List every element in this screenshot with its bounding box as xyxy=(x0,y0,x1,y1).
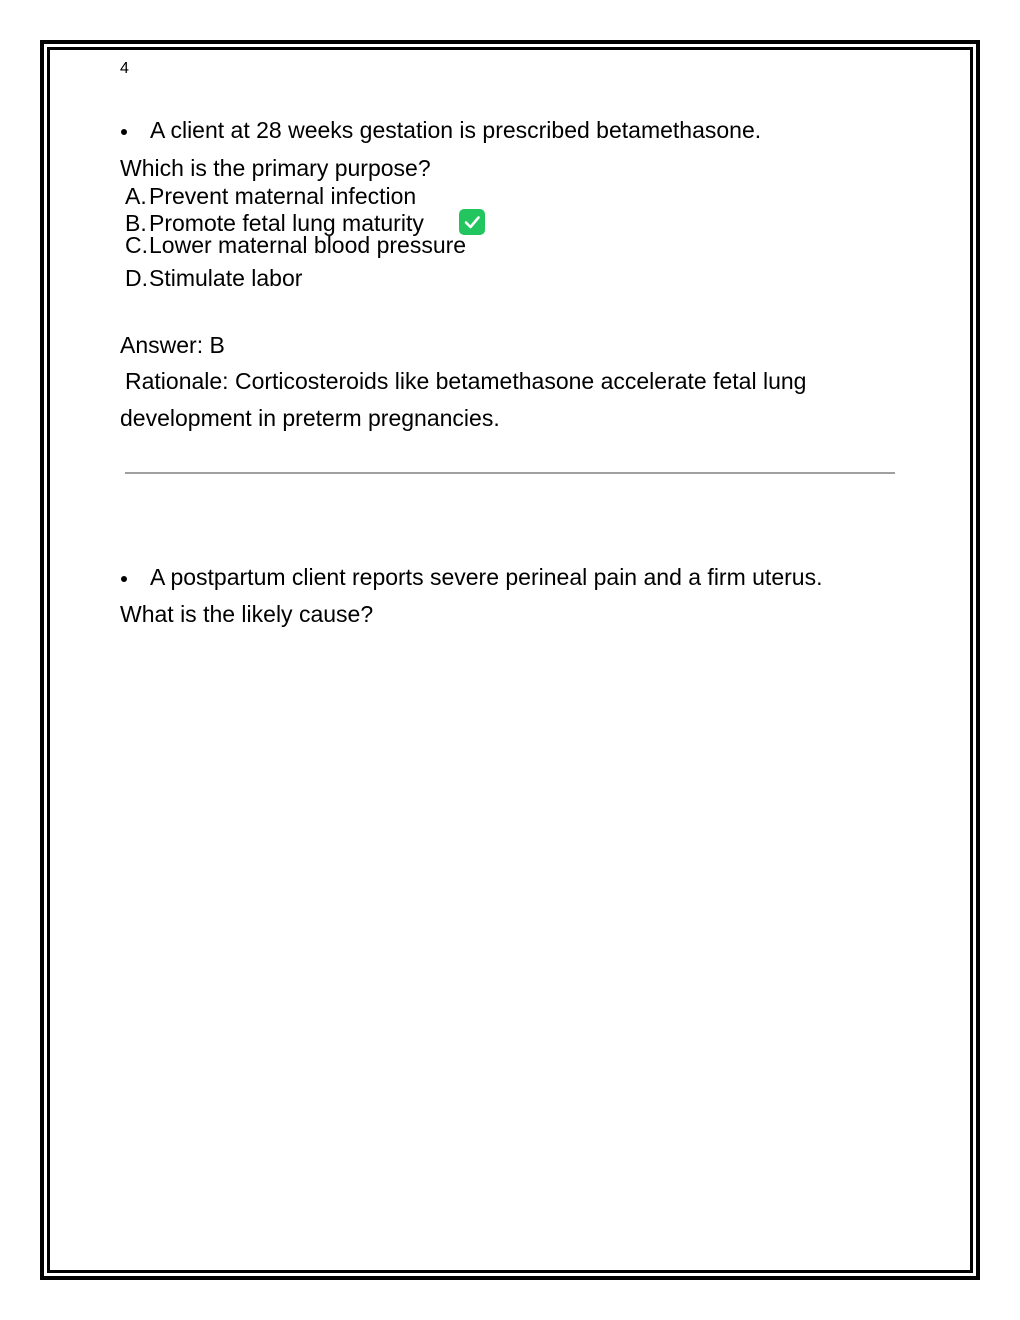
question-1-line-1: A client at 28 weeks gestation is prescribed betamethasone. xyxy=(150,117,762,143)
question-2-line-1: A postpartum client reports severe perineal pain and a firm uterus. xyxy=(150,564,823,590)
rationale-line-1: Rationale: Corticosteroids like betamethasone accelerate fetal lung xyxy=(125,368,807,394)
option-b-text: Promote fetal lung maturity xyxy=(149,210,424,236)
option-a-letter: A. xyxy=(125,183,147,209)
option-b-letter: B. xyxy=(125,210,147,236)
question-2-line-2: What is the likely cause? xyxy=(120,601,374,627)
option-d-letter: D. xyxy=(125,265,148,291)
question-1-line-2: Which is the primary purpose? xyxy=(120,155,431,181)
answer-text: Answer: B xyxy=(120,332,225,358)
bullet-q2 xyxy=(121,576,127,582)
bullet-q1 xyxy=(121,129,127,135)
page-number: 4 xyxy=(120,60,129,77)
section-divider xyxy=(125,472,895,474)
option-c-letter: C. xyxy=(125,232,148,258)
option-a-text: Prevent maternal infection xyxy=(149,183,417,209)
rationale-line-2: development in preterm pregnancies. xyxy=(120,405,500,431)
option-c-text: Lower maternal blood pressure xyxy=(149,232,467,258)
option-d-text: Stimulate labor xyxy=(149,265,303,291)
